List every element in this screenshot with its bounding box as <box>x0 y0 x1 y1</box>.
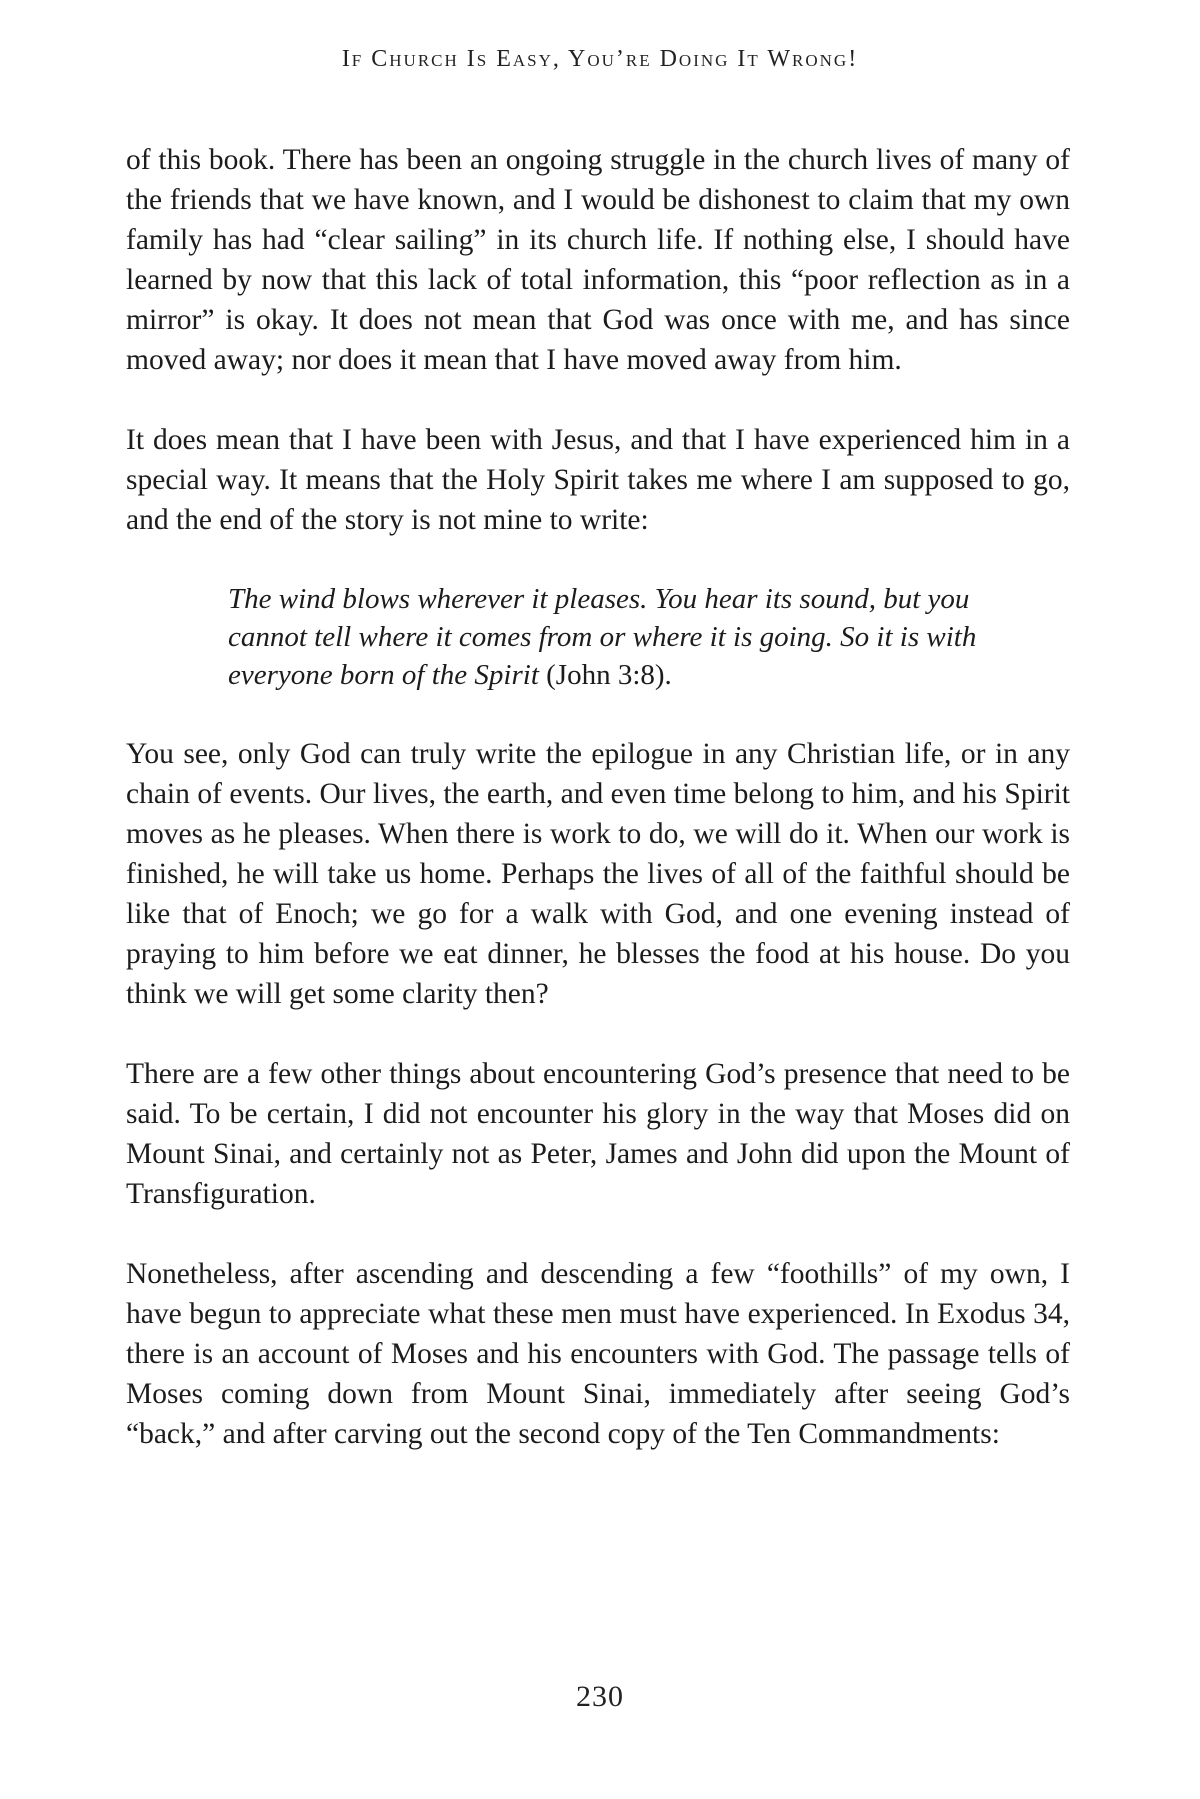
body-text <box>126 140 1070 1454</box>
block-quote <box>126 580 978 694</box>
paragraph-1: of this book. There has been an ongoing struggle in the church lives of many of the friends that we have known, and I would be dishonest to claim that my own family has had “clear sailing” in its church life. If nothing else, I should have learned by now that this lack of total information, this “poor reflection as in a mirror” is okay. It does not mean that God was once with me, and has since moved away; nor does it mean that I have moved away from him. <box>126 144 1070 376</box>
running-head: If Church Is Easy, You’re Doing It Wrong! <box>341 46 859 72</box>
quote-text: The wind blows wherever it pleases. You hear its sound, but you cannot tell where it comes from or where it is going. So it is with everyone born of the Spirit <box>228 583 977 691</box>
paragraph-2: It does mean that I have been with Jesus, and that I have experienced him in a special way. It means that the Holy Spirit takes me where I am supposed to go, and the end of the story is not mine to write: <box>126 424 1070 536</box>
page-number: 230 <box>576 1680 624 1713</box>
quote-citation: (John 3:8). <box>538 659 672 691</box>
paragraph-5: Nonetheless, after ascending and descending a few “foothills” of my own, I have begun to appreciate what these men must have experienced. In Exodus 34, there is an account of Moses and his encounters with God. The passage tells of Moses coming down from Mount Sinai, immediately after seeing God’s “back,” and after carving out the second copy of the Ten Commandments: <box>126 1258 1070 1450</box>
paragraph-4: There are a few other things about encountering God’s presence that need to be said. To be certain, I did not encounter his glory in the way that Moses did on Mount Sinai, and certainly not as Peter, James and John did upon the Mount of Transfiguration. <box>126 1058 1070 1210</box>
paragraph-3: You see, only God can truly write the epilogue in any Christian life, or in any chain of events. Our lives, the earth, and even time belong to him, and his Spirit moves as he pleases. When there is work to do, we will do it. When our work is finished, he will take us home. Perhaps the lives of all of the faithful should be like that of Enoch; we go for a walk with God, and one evening instead of praying to him before we eat dinner, he blesses the food at his house. Do you think we will get some clarity then? <box>126 738 1070 1010</box>
